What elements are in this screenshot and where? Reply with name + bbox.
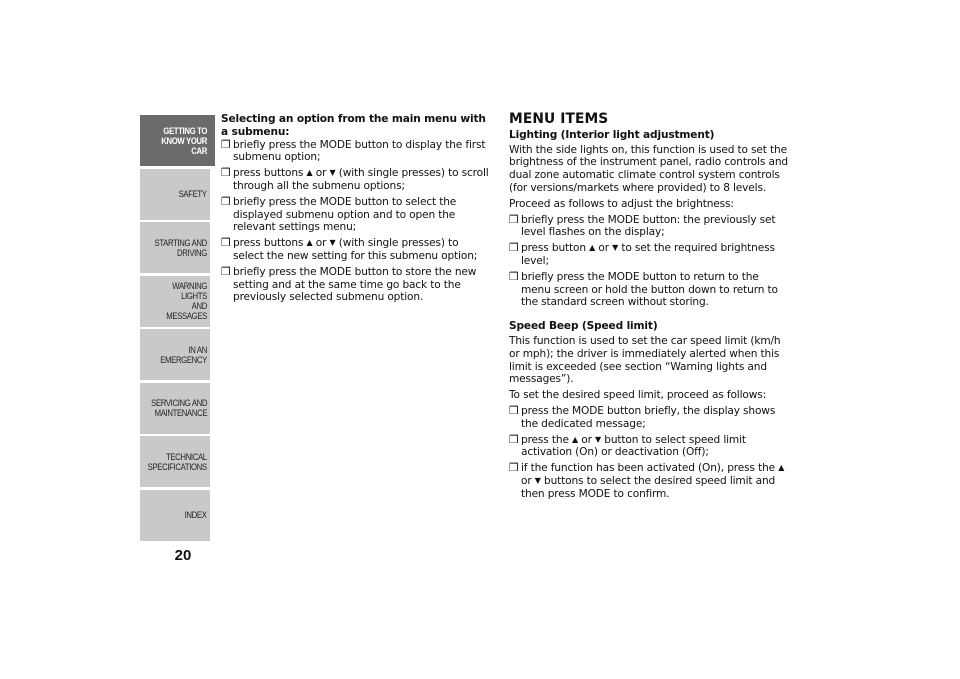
bullet-box-icon: ❒ [221, 237, 231, 250]
right-column [509, 113, 789, 504]
list-item-text: or [595, 242, 613, 255]
list-item-text: or [521, 474, 535, 487]
list-item-text: button to select speed limit activation (On) or deactivation (Off); [521, 433, 746, 459]
list-item-text: briefly press the MODE button: the previously set level flashes on the display; [521, 213, 776, 239]
tab-technical-specifications[interactable] [140, 436, 210, 487]
tab-safety[interactable] [140, 169, 210, 220]
lighting-description: With the side lights on, this function is used to set the brightness of the instrument panel, radio controls and dual zone automatic climate control system controls (for versions/markets where provided) to 8 levels. [509, 143, 788, 194]
list-item [221, 167, 491, 193]
tab-index[interactable] [140, 490, 210, 541]
list-item [509, 271, 789, 309]
bullet-box-icon: ❒ [221, 167, 231, 180]
list-item [221, 139, 491, 165]
down-arrow-icon: ▼ [329, 168, 336, 178]
list-item-text: buttons to select the desired speed limit and then press MODE to confirm. [521, 474, 776, 500]
bullet-box-icon: ❒ [221, 138, 231, 151]
list-item-text: press buttons [233, 167, 307, 180]
submenu-heading: Selecting an option from the main menu with a submenu: [221, 113, 486, 138]
list-item-text: press the [521, 433, 573, 446]
bullet-box-icon: ❒ [221, 265, 231, 278]
tab-label: INDEX [185, 510, 207, 520]
bullet-box-icon: ❒ [509, 433, 519, 446]
up-arrow-icon: ▲ [778, 463, 785, 473]
left-column [221, 113, 491, 307]
list-item [221, 196, 491, 234]
tab-label: IN AN EMERGENCY [160, 344, 207, 365]
down-arrow-icon: ▼ [595, 434, 602, 444]
list-item-text: briefly press the MODE button to select the displayed submenu option and to open the relevant settings menu; [233, 195, 457, 234]
bullet-box-icon: ❒ [509, 213, 519, 226]
tab-label: STARTING AND DRIVING [154, 237, 207, 258]
speed-beep-instructions-intro: To set the desired speed limit, proceed as follows: [509, 389, 767, 402]
chapter-tabs [140, 115, 210, 543]
lighting-instructions-intro: Proceed as follows to adjust the brightness: [509, 197, 734, 210]
tab-label: WARNING LIGHTS AND MESSAGES [166, 281, 207, 321]
list-item [509, 405, 789, 431]
list-item [221, 237, 491, 263]
up-arrow-icon: ▲ [306, 168, 313, 178]
tab-in-an-emergency[interactable] [140, 329, 210, 380]
tab-warning-lights-and-messages[interactable] [140, 276, 210, 327]
lighting-steps [509, 214, 789, 310]
tab-label: GETTING TO KNOW YOUR CAR [161, 125, 207, 156]
list-item [509, 242, 789, 268]
submenu-steps [221, 139, 491, 305]
list-item [509, 214, 789, 240]
list-item [509, 462, 789, 500]
tab-label: SAFETY [178, 189, 207, 199]
list-item-text: or [312, 167, 330, 180]
tab-label: SERVICING AND MAINTENANCE [150, 398, 207, 418]
lighting-heading: Lighting (Interior light adjustment) [509, 128, 715, 141]
bullet-box-icon: ❒ [509, 270, 519, 283]
list-item-text: press the MODE button briefly, the display shows the dedicated message; [521, 404, 776, 430]
list-item-text: if the function has been activated (On), press the [521, 462, 779, 475]
list-item-text: (with single presses) to scroll through all the submenu options; [233, 167, 489, 192]
list-item [221, 266, 491, 304]
list-item-text: to set the required brightness level; [521, 242, 775, 267]
bullet-box-icon: ❒ [509, 404, 519, 417]
list-item [509, 434, 789, 460]
speed-beep-steps [509, 405, 789, 501]
tab-getting-to-know-your-car[interactable] [140, 115, 210, 166]
tab-servicing-and-maintenance[interactable] [140, 383, 210, 434]
page-number: 20 [174, 547, 192, 564]
up-arrow-icon: ▲ [572, 434, 579, 444]
list-item-text: press buttons [233, 237, 307, 250]
list-item-text: press button [521, 242, 590, 255]
tab-starting-and-driving[interactable] [140, 222, 210, 273]
down-arrow-icon: ▼ [534, 475, 541, 485]
tab-label: TECHNICAL SPECIFICATIONS [147, 451, 207, 472]
down-arrow-icon: ▼ [612, 243, 619, 253]
up-arrow-icon: ▲ [306, 238, 313, 248]
list-item-text: briefly press the MODE button to return to the menu screen or hold the button down to return to the standard screen without storing. [521, 270, 778, 309]
speed-beep-heading: Speed Beep (Speed limit) [509, 320, 658, 333]
list-item-text: (with single presses) to select the new setting for this submenu option; [233, 237, 478, 262]
down-arrow-icon: ▼ [329, 238, 336, 248]
list-item-text: briefly press the MODE button to display the first submenu option; [233, 138, 486, 164]
up-arrow-icon: ▲ [589, 243, 596, 253]
speed-beep-description: This function is used to set the car speed limit (km/h or mph); the driver is immediately alerted when this limit is exceeded (see section “Warning lights and messages”). [509, 334, 781, 386]
bullet-box-icon: ❒ [221, 195, 231, 208]
bullet-box-icon: ❒ [509, 462, 519, 475]
bullet-box-icon: ❒ [509, 242, 519, 255]
section-title: MENU ITEMS [509, 111, 609, 127]
list-item-text: or [312, 237, 330, 250]
list-item-text: briefly press the MODE button to store the new setting and at the same time go back to the previously selected submenu option. [233, 265, 477, 304]
list-item-text: or [578, 433, 596, 446]
